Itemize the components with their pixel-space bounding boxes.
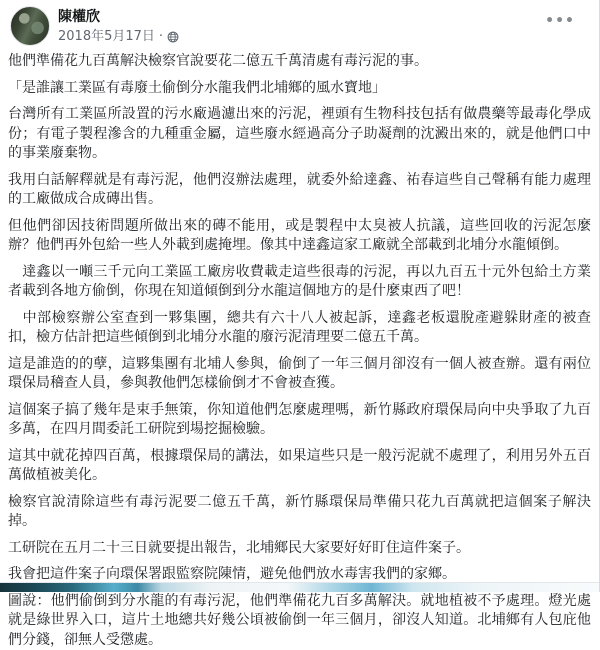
post-photo-preview[interactable]	[0, 582, 599, 592]
post-text	[0, 48, 599, 650]
post-paragraph: 我用白話解釋就是有毒污泥，他們沒辦法處理，就委外給達鑫、祐春這些自己聲稱有能力處理的工廠做成合成磚出售。	[8, 171, 591, 210]
post-paragraph: 我會把這件案子向環保署跟監察院陳情，避免他們放水毒害我們的家鄉。	[8, 565, 591, 585]
post-header	[0, 0, 599, 48]
post-paragraph: 圖說：他們偷倒到分水龍的有毒污泥，他們準備花九百多萬解決。就地植被不予處理。燈光處就是綠世界入口，這片土地總共好幾公頃被偷倒一年三個月，卻沒人知道。北埔鄉有人包庇他們分錢，卻無人受懲處。	[8, 592, 591, 650]
post-paragraph: 中部檢察辦公室查到一夥集團，總共有六十八人被起訴，達鑫老板還脫產避躲財產的被查扣，檢方估計把這些傾倒到北埔分水龍的廢污泥清理要二億五千萬。	[8, 309, 591, 348]
post-paragraph: 這個案子搞了幾年是束手無策，你知道他們怎麼處理嗎，新竹縣政府環保局向中央爭取了九百多萬，在四月間委託工研院到場挖掘檢驗。	[8, 401, 591, 440]
post-paragraph: 這其中就花掉四百萬，根據環保局的講法，如果這些只是一般污泥就不處理了，利用另外五百萬做植被美化。	[8, 447, 591, 486]
author-block	[58, 6, 179, 45]
post-paragraph: 「是誰讓工業區有毒廢土偷倒分水龍我們北埔鄉的風水寶地」	[8, 79, 591, 99]
post-paragraph: 這是誰造的的孽，這夥集團有北埔人參與，偷倒了一年三個月卻沒有一個人被查辦。還有兩位環保局稽查人員，參與教他們怎樣偷倒才不會被查獲。	[8, 355, 591, 394]
author-name[interactable]: 陳權欣	[58, 9, 179, 27]
post-paragraph: 但他們卻因技術問題所做出來的磚不能用，或是製程中太臭被人抗議，這些回收的污泥怎麼辦？他們再外包給一些人外載到處掩埋。像其中達鑫這家工廠就全部載到北埔分水龍傾倒。	[8, 217, 591, 256]
post-date[interactable]: 2018年5月17日	[58, 29, 155, 45]
post-meta	[58, 29, 179, 45]
post-paragraph: 檢察官說清除這些有毒污泥要二億五千萬，新竹縣環保局準備只花九百萬就把這個案子解決掉。	[8, 493, 591, 532]
globe-icon	[167, 31, 179, 43]
post-paragraph: 工研院在五月二十三日就要提出報告，北埔鄉民大家要好好盯住這件案子。	[8, 539, 591, 559]
avatar[interactable]	[10, 6, 50, 46]
post-paragraph: 達鑫以一噸三千元向工業區工廠房收費載走這些很毒的污泥，再以九百五十元外包給土方業者載到各地方偷倒，你現在知道傾倒到分水龍這個地方的是什麼東西了吧！	[8, 263, 591, 302]
more-options-button[interactable]: •••	[541, 10, 579, 32]
post-paragraph: 台灣所有工業區所設置的污水廠過濾出來的污泥，裡頭有生物科技包括有做農藥等最毒化學成份；有電子製程滲含的九種重金屬，這些廢水經過高分子助凝劑的沈澱出來的，就是他們口中的事業廢棄物。	[8, 105, 591, 164]
meta-separator: ·	[159, 29, 163, 45]
post-paragraph: 他們準備花九百萬解決檢察官說要花二億五千萬清處有毒污泥的事。	[8, 52, 591, 72]
